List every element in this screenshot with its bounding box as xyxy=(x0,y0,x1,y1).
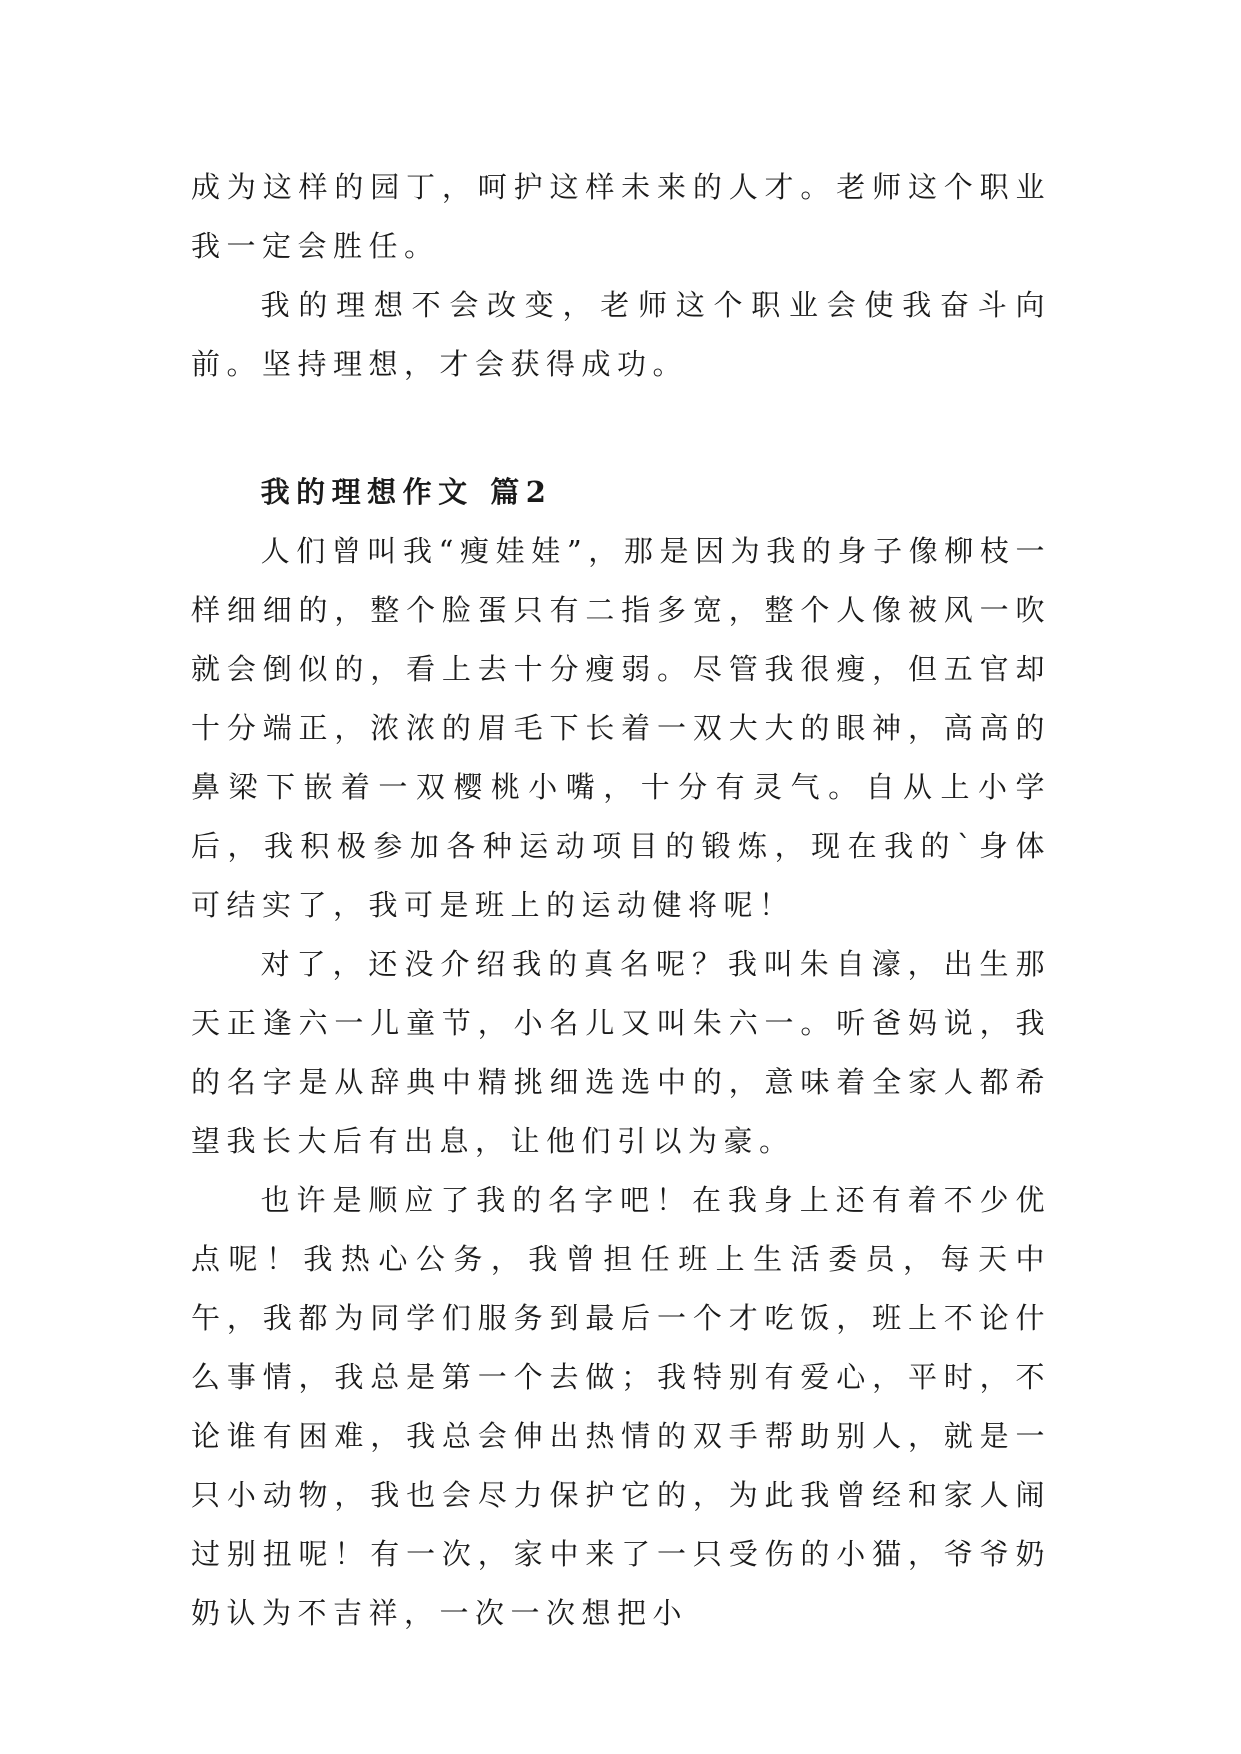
document-body xyxy=(191,158,1051,1643)
paragraph-conclusion: 我的理想不会改变，老师这个职业会使我奋斗向前。坚持理想，才会获得成功。 xyxy=(191,288,1051,381)
paragraph-continuation: 成为这样的园丁，呵护这样未来的人才。老师这个职业我一定会胜任。 xyxy=(191,170,1051,263)
section-gap xyxy=(191,394,1051,463)
section-heading: 我的理想作文 篇2 xyxy=(260,475,553,509)
paragraph: 人们曾叫我“瘦娃娃”，那是因为我的身子像柳枝一样细细的，整个脸蛋只有二指多宽，整个人像被风一吹就会倒似的，看上去十分瘦弱。尽管我很瘦，但五官却十分端正，浓浓的眉毛下长着一双大大的眼神，高高的鼻梁下嵌着一双樱桃小嘴，十分有灵气。自从上小学后，我积极参加各种运动项目的锻炼，现在我的`身体可结实了，我可是班上的运动健将呢！ xyxy=(191,534,1051,922)
paragraph: 也许是顺应了我的名字吧！在我身上还有着不少优点呢！我热心公务，我曾担任班上生活委员，每天中午，我都为同学们服务到最后一个才吃饭，班上不论什么事情，我总是第一个去做；我特别有爱心，平时，不论谁有困难，我总会伸出热情的双手帮助别人，就是一只小动物，我也会尽力保护它的，为此我曾经和家人闹过别扭呢！有一次，家中来了一只受伤的小猫，爷爷奶奶认为不吉祥，一次一次想把小 xyxy=(191,1183,1051,1630)
paragraph: 对了，还没介绍我的真名呢？我叫朱自濠，出生那天正逢六一儿童节，小名儿又叫朱六一。听爸妈说，我的名字是从辞典中精挑细选选中的，意味着全家人都希望我长大后有出息，让他们引以为豪。 xyxy=(191,947,1051,1158)
